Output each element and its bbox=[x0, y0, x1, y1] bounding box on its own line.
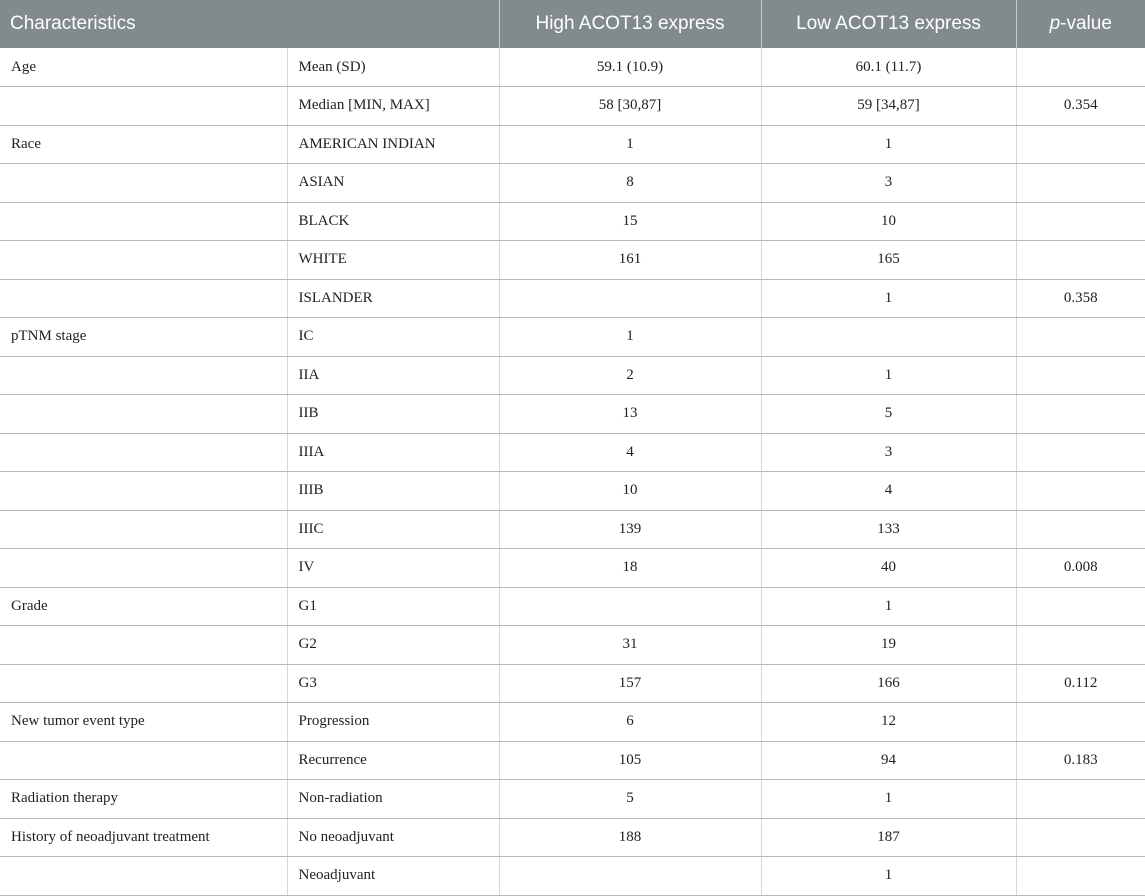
table-row bbox=[0, 202, 1145, 241]
cell-characteristic: Race bbox=[0, 125, 287, 164]
cell-subcategory: ASIAN bbox=[287, 164, 499, 203]
cell-subcategory: BLACK bbox=[287, 202, 499, 241]
header-p-value bbox=[1016, 0, 1145, 48]
cell-p-value bbox=[1016, 395, 1145, 434]
cell-low-expression: 133 bbox=[761, 510, 1016, 549]
cell-low-expression: 1 bbox=[761, 587, 1016, 626]
cell-subcategory: G2 bbox=[287, 626, 499, 665]
cell-subcategory: Mean (SD) bbox=[287, 48, 499, 87]
cell-high-expression: 139 bbox=[499, 510, 761, 549]
cell-characteristic bbox=[0, 626, 287, 665]
table-row bbox=[0, 48, 1145, 87]
cell-high-expression: 5 bbox=[499, 780, 761, 819]
cell-low-expression: 1 bbox=[761, 279, 1016, 318]
table-row bbox=[0, 472, 1145, 511]
cell-p-value bbox=[1016, 857, 1145, 896]
cell-high-expression: 15 bbox=[499, 202, 761, 241]
cell-subcategory: IIIC bbox=[287, 510, 499, 549]
cell-characteristic bbox=[0, 164, 287, 203]
cell-characteristic: History of neoadjuvant treatment bbox=[0, 818, 287, 857]
cell-high-expression: 4 bbox=[499, 433, 761, 472]
cell-characteristic bbox=[0, 279, 287, 318]
cell-characteristic bbox=[0, 202, 287, 241]
table-row bbox=[0, 279, 1145, 318]
cell-p-value: 0.112 bbox=[1016, 664, 1145, 703]
cell-p-value bbox=[1016, 703, 1145, 742]
table-row bbox=[0, 395, 1145, 434]
cell-p-value bbox=[1016, 587, 1145, 626]
cell-high-expression: 157 bbox=[499, 664, 761, 703]
cell-p-value bbox=[1016, 433, 1145, 472]
cell-subcategory: No neoadjuvant bbox=[287, 818, 499, 857]
table-row bbox=[0, 87, 1145, 126]
cell-high-expression: 1 bbox=[499, 318, 761, 357]
cell-p-value bbox=[1016, 356, 1145, 395]
table-row bbox=[0, 241, 1145, 280]
cell-subcategory: IIIA bbox=[287, 433, 499, 472]
table-row bbox=[0, 626, 1145, 665]
cell-subcategory: IIB bbox=[287, 395, 499, 434]
cell-low-expression: 40 bbox=[761, 549, 1016, 588]
cell-high-expression bbox=[499, 587, 761, 626]
cell-low-expression: 19 bbox=[761, 626, 1016, 665]
cell-characteristic: pTNM stage bbox=[0, 318, 287, 357]
cell-characteristic: Grade bbox=[0, 587, 287, 626]
table-body bbox=[0, 48, 1145, 895]
cell-low-expression: 166 bbox=[761, 664, 1016, 703]
cell-characteristic bbox=[0, 549, 287, 588]
cell-subcategory: Neoadjuvant bbox=[287, 857, 499, 896]
cell-low-expression: 5 bbox=[761, 395, 1016, 434]
cell-subcategory: G3 bbox=[287, 664, 499, 703]
cell-subcategory: Recurrence bbox=[287, 741, 499, 780]
cell-p-value: 0.183 bbox=[1016, 741, 1145, 780]
cell-low-expression: 3 bbox=[761, 164, 1016, 203]
cell-high-expression: 1 bbox=[499, 125, 761, 164]
cell-p-value: 0.354 bbox=[1016, 87, 1145, 126]
cell-subcategory: Progression bbox=[287, 703, 499, 742]
cell-characteristic bbox=[0, 356, 287, 395]
cell-p-value bbox=[1016, 818, 1145, 857]
cell-high-expression: 2 bbox=[499, 356, 761, 395]
cell-characteristic bbox=[0, 741, 287, 780]
table-row bbox=[0, 125, 1145, 164]
cell-subcategory: Non-radiation bbox=[287, 780, 499, 819]
table-row bbox=[0, 857, 1145, 896]
cell-high-expression: 161 bbox=[499, 241, 761, 280]
cell-high-expression: 105 bbox=[499, 741, 761, 780]
header-high-expression: High ACOT13 express bbox=[499, 0, 761, 48]
table-row bbox=[0, 318, 1145, 357]
table-row bbox=[0, 433, 1145, 472]
cell-high-expression bbox=[499, 857, 761, 896]
cell-low-expression: 187 bbox=[761, 818, 1016, 857]
cell-low-expression: 1 bbox=[761, 857, 1016, 896]
cell-high-expression: 59.1 (10.9) bbox=[499, 48, 761, 87]
cell-characteristic bbox=[0, 433, 287, 472]
cell-p-value bbox=[1016, 125, 1145, 164]
cell-subcategory: G1 bbox=[287, 587, 499, 626]
cell-characteristic bbox=[0, 87, 287, 126]
table-row bbox=[0, 818, 1145, 857]
cell-low-expression: 60.1 (11.7) bbox=[761, 48, 1016, 87]
cell-p-value bbox=[1016, 472, 1145, 511]
cell-characteristic bbox=[0, 510, 287, 549]
table-row bbox=[0, 703, 1145, 742]
header-row bbox=[0, 0, 1145, 48]
table-row bbox=[0, 664, 1145, 703]
cell-low-expression: 1 bbox=[761, 125, 1016, 164]
table-header bbox=[0, 0, 1145, 48]
cell-characteristic: Radiation therapy bbox=[0, 780, 287, 819]
header-p-italic: p bbox=[1049, 13, 1061, 34]
cell-p-value bbox=[1016, 626, 1145, 665]
cell-characteristic bbox=[0, 395, 287, 434]
cell-high-expression: 10 bbox=[499, 472, 761, 511]
cell-characteristic bbox=[0, 664, 287, 703]
cell-low-expression: 59 [34,87] bbox=[761, 87, 1016, 126]
table-row bbox=[0, 356, 1145, 395]
cell-p-value bbox=[1016, 780, 1145, 819]
cell-p-value bbox=[1016, 318, 1145, 357]
cell-subcategory: AMERICAN INDIAN bbox=[287, 125, 499, 164]
cell-characteristic: New tumor event type bbox=[0, 703, 287, 742]
cell-characteristic: Age bbox=[0, 48, 287, 87]
table-row bbox=[0, 780, 1145, 819]
cell-low-expression: 10 bbox=[761, 202, 1016, 241]
cell-low-expression: 12 bbox=[761, 703, 1016, 742]
cell-p-value: 0.358 bbox=[1016, 279, 1145, 318]
cell-low-expression: 1 bbox=[761, 356, 1016, 395]
header-characteristics: Characteristics bbox=[0, 0, 499, 48]
cell-characteristic bbox=[0, 241, 287, 280]
cell-p-value bbox=[1016, 510, 1145, 549]
cell-high-expression: 6 bbox=[499, 703, 761, 742]
cell-p-value bbox=[1016, 202, 1145, 241]
table-row bbox=[0, 510, 1145, 549]
header-p-suffix: -value bbox=[1060, 13, 1112, 34]
table-row bbox=[0, 741, 1145, 780]
cell-p-value: 0.008 bbox=[1016, 549, 1145, 588]
cell-p-value bbox=[1016, 241, 1145, 280]
cell-low-expression: 1 bbox=[761, 780, 1016, 819]
cell-characteristic bbox=[0, 472, 287, 511]
cell-low-expression: 3 bbox=[761, 433, 1016, 472]
cell-subcategory: IIA bbox=[287, 356, 499, 395]
cell-low-expression: 94 bbox=[761, 741, 1016, 780]
cell-subcategory: Median [MIN, MAX] bbox=[287, 87, 499, 126]
cell-high-expression: 18 bbox=[499, 549, 761, 588]
table-row bbox=[0, 587, 1145, 626]
cell-high-expression: 13 bbox=[499, 395, 761, 434]
table-row bbox=[0, 549, 1145, 588]
cell-low-expression: 165 bbox=[761, 241, 1016, 280]
cell-subcategory: WHITE bbox=[287, 241, 499, 280]
cell-subcategory: IIIB bbox=[287, 472, 499, 511]
cell-subcategory: ISLANDER bbox=[287, 279, 499, 318]
cell-p-value bbox=[1016, 164, 1145, 203]
cell-subcategory: IC bbox=[287, 318, 499, 357]
table-row bbox=[0, 164, 1145, 203]
header-low-expression: Low ACOT13 express bbox=[761, 0, 1016, 48]
cell-low-expression bbox=[761, 318, 1016, 357]
cell-low-expression: 4 bbox=[761, 472, 1016, 511]
cell-subcategory: IV bbox=[287, 549, 499, 588]
cell-high-expression: 58 [30,87] bbox=[499, 87, 761, 126]
cell-characteristic bbox=[0, 857, 287, 896]
cell-high-expression bbox=[499, 279, 761, 318]
cell-p-value bbox=[1016, 48, 1145, 87]
cell-high-expression: 188 bbox=[499, 818, 761, 857]
cell-high-expression: 31 bbox=[499, 626, 761, 665]
cell-high-expression: 8 bbox=[499, 164, 761, 203]
